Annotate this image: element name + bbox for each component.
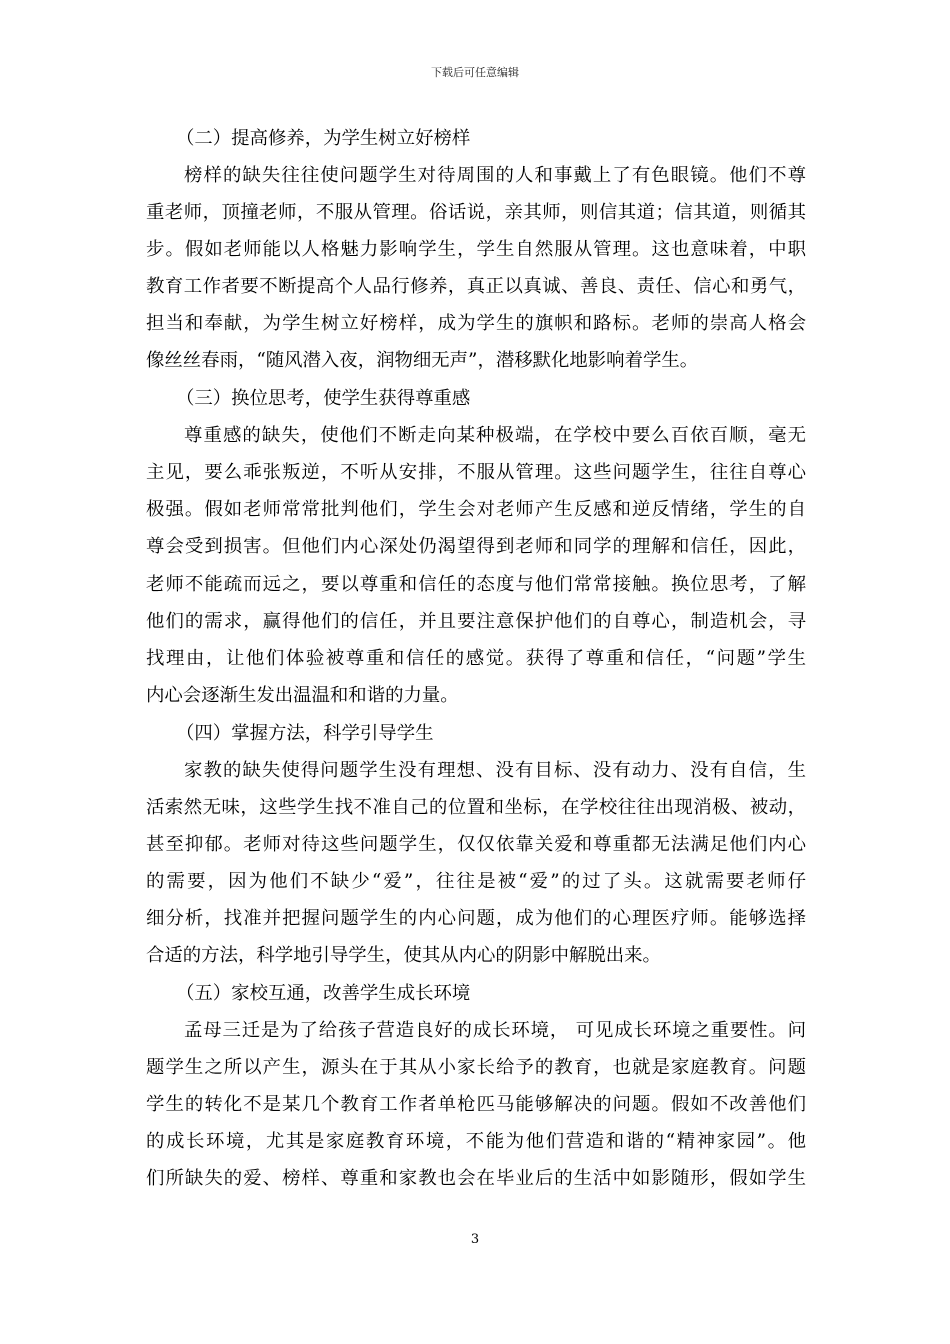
paragraph-line: 尊重感的缺失，使他们不断走向某种极端，在学校中要么百依百顺，毫无 [184, 425, 806, 446]
paragraph-line: 主见，要么乖张叛逆，不听从安排，不服从管理。这些问题学生，往往自尊心 [146, 462, 806, 483]
section-heading: （五）家校互通，改善学生成长环境 [176, 983, 471, 1004]
paragraph-line: 的成长环境，尤其是家庭教育环境，不能为他们营造和谐的“精神家园”。他 [146, 1131, 806, 1152]
paragraph-line: 合适的方法，科学地引导学生，使其从内心的阴影中解脱出来。 [146, 945, 661, 966]
paragraph-line: 甚至抑郁。老师对待这些问题学生，仅仅依靠关爱和尊重都无法满足他们内心 [146, 834, 806, 855]
page-number: 3 [470, 1232, 480, 1247]
paragraph-line: 们所缺失的爱、榜样、尊重和家教也会在毕业后的生活中如影随形，假如学生 [146, 1168, 806, 1189]
paragraph-line: 内心会逐渐生发出温温和和谐的力量。 [146, 685, 459, 706]
paragraph-line: 找理由，让他们体验被尊重和信任的感觉。获得了尊重和信任，“问题”学生 [146, 648, 806, 669]
paragraph-line: 榜样的缺失往往使问题学生对待周围的人和事戴上了有色眼镜。他们不尊 [184, 165, 806, 186]
paragraph-line: 学生的转化不是某几个教育工作者单枪匹马能够解决的问题。假如不改善他们 [146, 1094, 806, 1115]
section-heading: （二）提高修养，为学生树立好榜样 [176, 128, 471, 149]
paragraph-line: 他们的需求，赢得他们的信任，并且要注意保护他们的自尊心，制造机会，寻 [146, 611, 806, 632]
paragraph-line: 的需要，因为他们不缺少“爱”，往往是被“爱”的过了头。这就需要老师仔 [146, 871, 806, 892]
page-header: 下载后可任意编辑 [431, 66, 519, 79]
section-heading: （四）掌握方法，科学引导学生 [176, 723, 434, 744]
paragraph-line: 孟母三迁是为了给孩子营造良好的成长环境， 可见成长环境之重要性。问 [184, 1020, 806, 1041]
paragraph-line: 教育工作者要不断提高个人品行修养，真正以真诚、善良、责任、信心和勇气， [146, 276, 806, 297]
section-heading: （三）换位思考，使学生获得尊重感 [176, 388, 471, 409]
paragraph-line: 细分析，找准并把握问题学生的内心问题，成为他们的心理医疗师。能够选择 [146, 908, 806, 929]
paragraph-line: 极强。假如老师常常批判他们，学生会对老师产生反感和逆反情绪，学生的自 [146, 499, 806, 520]
paragraph-line: 尊会受到损害。但他们内心深处仍渴望得到老师和同学的理解和信任，因此， [146, 536, 806, 557]
paragraph-line: 像丝丝春雨，“随风潜入夜，润物细无声”，潜移默化地影响着学生。 [146, 350, 699, 371]
paragraph-line: 担当和奉献，为学生树立好榜样，成为学生的旗帜和路标。老师的崇高人格会 [146, 313, 806, 334]
paragraph-line: 重老师，顶撞老师，不服从管理。俗话说，亲其师，则信其道；信其道，则循其 [146, 202, 806, 223]
paragraph-line: 题学生之所以产生，源头在于其从小家长给予的教育，也就是家庭教育。问题 [146, 1057, 806, 1078]
paragraph-line: 家教的缺失使得问题学生没有理想、没有目标、没有动力、没有自信，生 [184, 760, 806, 781]
paragraph-line: 老师不能疏而远之，要以尊重和信任的态度与他们常常接触。换位思考，了解 [146, 574, 806, 595]
paragraph-line: 活索然无味，这些学生找不准自己的位置和坐标，在学校往往出现消极、被动， [146, 797, 806, 818]
paragraph-line: 步。假如老师能以人格魅力影响学生，学生自然服从管理。这也意味着，中职 [146, 239, 806, 260]
